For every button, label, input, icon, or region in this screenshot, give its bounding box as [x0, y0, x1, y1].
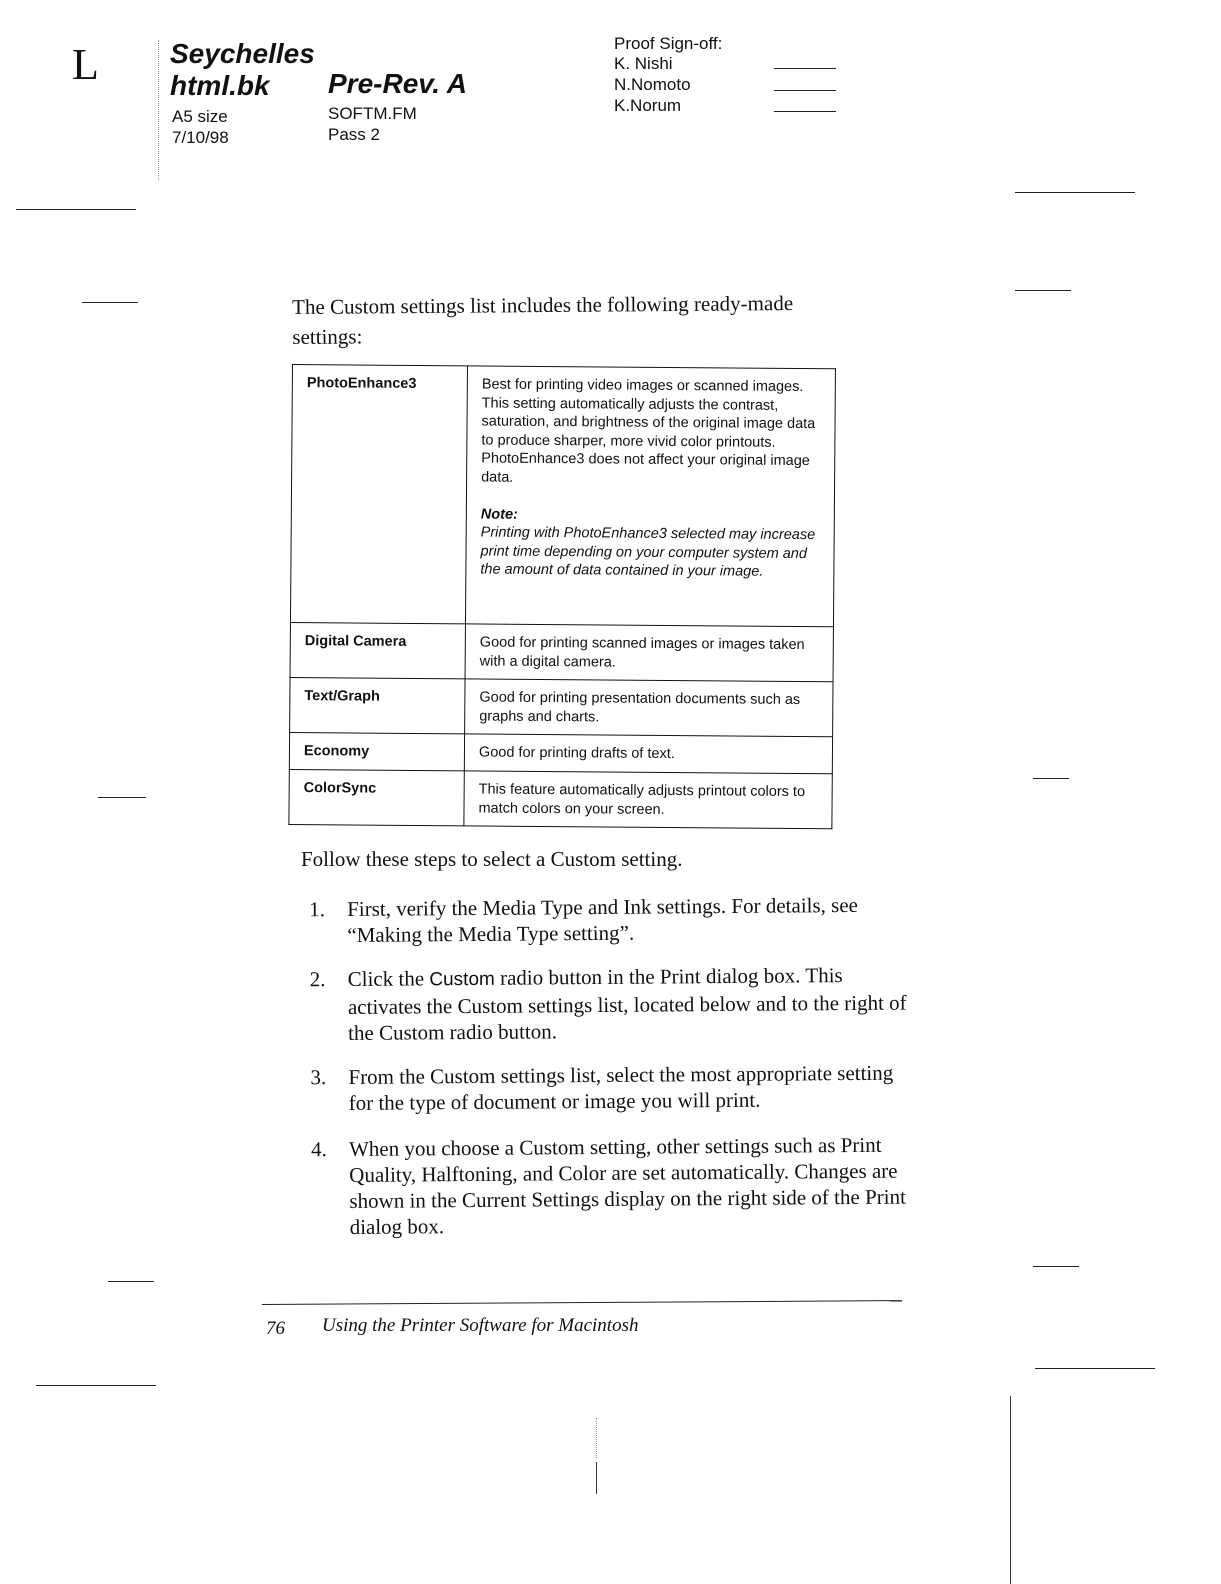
setting-description: [465, 366, 835, 627]
step-number: 3.: [310, 1065, 327, 1090]
table-row: [290, 622, 833, 681]
setting-description: Good for printing drafts of text.: [464, 734, 832, 773]
crop-mark: [82, 302, 138, 303]
step-number: 2.: [309, 967, 326, 992]
list-item: [310, 1132, 910, 1240]
note-text: Printing with PhotoEnhance3 selected may increase print time depending on your computer system and the amount of data contained in your image.: [480, 524, 816, 581]
crop-mark: [36, 1385, 156, 1386]
page-size-label: A5 size: [172, 107, 228, 126]
revision-label: Pre-Rev. A: [328, 68, 468, 99]
center-mark: [596, 1418, 597, 1458]
crop-mark: [1015, 192, 1135, 193]
table-row: [289, 769, 832, 828]
signoff-line-1: [774, 68, 836, 69]
setting-name: Digital Camera: [290, 622, 465, 679]
setting-name: Text/Graph: [290, 678, 465, 735]
footer-rule: [262, 1300, 902, 1305]
setting-name: PhotoEnhance3: [290, 365, 467, 624]
crop-mark: [1035, 1368, 1155, 1369]
chapter-title: Using the Printer Software for Macintosh: [322, 1315, 639, 1336]
pass-label: Pass 2: [328, 125, 380, 144]
crop-mark: [1033, 778, 1069, 779]
list-item: [309, 962, 909, 1046]
setting-description: Good for printing scanned images or images taken with a digital camera.: [465, 624, 833, 682]
crop-mark: [16, 209, 136, 210]
step-text: When you choose a Custom setting, other settings such as Print Quality, Halftoning, and Color are set automatically. Changes are shown in the Current Settings display on the right side of the Print dialog box.: [348, 1132, 906, 1239]
crop-mark: [1010, 1396, 1011, 1584]
proof-name-2: N.Nomoto: [614, 75, 691, 94]
table-row: [290, 678, 833, 737]
corner-letter: L: [72, 40, 99, 89]
crop-mark: [1033, 1266, 1079, 1267]
setting-name: Economy: [289, 733, 464, 771]
setting-name: ColorSync: [289, 769, 464, 826]
page-number: 76: [266, 1318, 285, 1339]
book-name-line2: html.bk: [170, 70, 270, 101]
setting-description: Good for printing presentation documents such as graphs and charts.: [465, 679, 833, 737]
note-label: Note:: [480, 506, 518, 523]
file-name-label: SOFTM.FM: [328, 104, 417, 123]
center-mark: [596, 1462, 597, 1494]
proof-name-1: K. Nishi: [614, 54, 673, 73]
intro-paragraph: The Custom settings list includes the following ready-made settings:: [292, 291, 794, 349]
header-divider: [158, 40, 159, 180]
step-text: First, verify the Media Type and Ink settings. For details, see “Making the Media Type setting”.: [347, 892, 859, 947]
signoff-line-3: [774, 111, 836, 112]
list-item: [310, 1060, 908, 1116]
step-number: 4.: [310, 1137, 327, 1162]
custom-label: Custom: [429, 968, 495, 991]
signoff-line-2: [774, 90, 836, 91]
custom-settings-table: [288, 364, 836, 829]
table-row: [289, 733, 832, 774]
setting-description: This feature automatically adjusts printout colors to match colors on your screen.: [464, 771, 832, 829]
book-name-line1: Seychelles: [170, 38, 315, 69]
table-row: [290, 365, 835, 627]
crop-mark: [98, 797, 146, 798]
proof-title: Proof Sign-off:: [614, 34, 723, 53]
setting-description-text: Best for printing video images or scanned images. This setting automatically adjusts the contrast, saturation, and brightness of the original image data to produce sharper, more vivid color printouts. PhotoEnhance3 does not affect your original image data.: [481, 376, 816, 486]
list-item: [309, 892, 907, 948]
step-number: 1.: [309, 897, 325, 922]
crop-mark: [1015, 290, 1071, 291]
step-text: Click the: [347, 966, 430, 991]
date-label: 7/10/98: [172, 128, 229, 147]
steps-intro: Follow these steps to select a Custom setting.: [301, 847, 683, 871]
crop-mark: [108, 1281, 154, 1282]
proof-name-3: K.Norum: [614, 96, 682, 115]
step-text: radio button in the Print dialog box. This activates the Custom settings list, located below and to the right of the Custom radio button.: [347, 963, 907, 1045]
step-text: From the Custom settings list, select the most appropriate setting for the type of document or image you will print.: [348, 1060, 894, 1115]
